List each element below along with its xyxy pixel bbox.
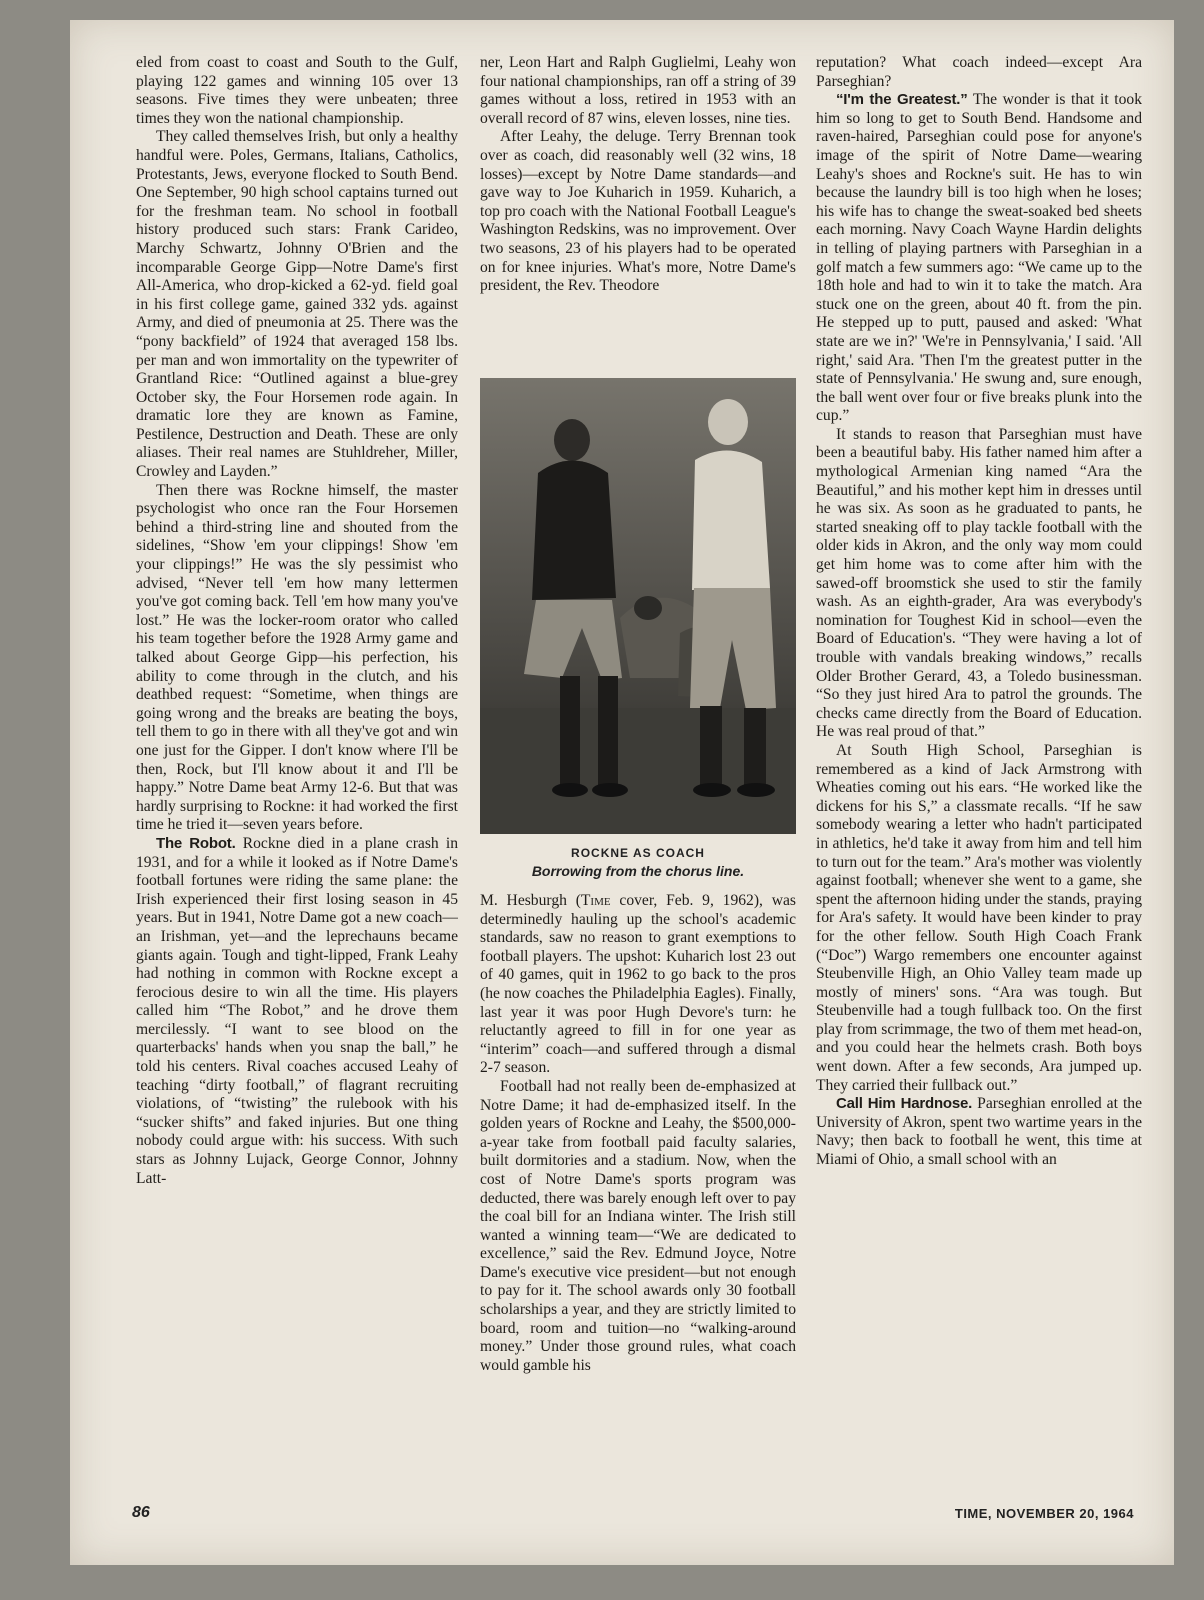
subhead-call-him-hardnose: Call Him Hardnose. [836,1095,973,1113]
photo-caption-text: Borrowing from the chorus line. [531,863,745,879]
paragraph: Football had not really been de-emphasized at Notre Dame; it had de-emphasized itself. In the golden years of Rockne and Leahy, the $500,000-a-year take from football paid faculty salaries, built dormitories and a stadium. Now, when the cost of Notre Dame's sports program was deducted, there was barely enough left over to pay the coal bill for an Indiana winter. The Irish still wanted a winning team—“We are dedicated to excellence,” said the Rev. Edmund Joyce, Notre Dame's executive vice president—but not enough to pay for it. The school awards only 30 football scholarships a year, and they are strictly limited to board, room and tuition—no “walking-around money.” Under those ground rules, what coach would gamble his [480,1077,796,1374]
paragraph: They called themselves Irish, but only a healthy handful were. Poles, Germans, Italians, Catholics, Protestants, Jews, everyone flocked to South Bend. One September, 90 high school captains turned out for the freshman team. No school in football history produced such stars: Frank Carideo, Marchy Schwartz, Johnny O'Brien and the incomparable George Gipp—Notre Dame's first All-America, who drop-kicked a 62-yd. field goal in his first college game, gained 332 yds. against Army, and died of pneumonia at 25. There was the “pony backfield” of 1924 that averaged 158 lbs. per man and won immortality on the typewriter of Grantland Rice: “Outlined against a blue-grey October sky, the Four Horsemen rode again. In dramatic lore they are known as Famine, Pestilence, Destruction and Death. These are only aliases. Their real names are Stuhldreher, Miller, Crowley and Layden.” [136,128,458,481]
photo-caption-title: ROCKNE AS COACH [571,846,705,860]
paragraph: After Leahy, the deluge. Terry Brennan took over as coach, did reasonably well (32 wins, 18 losses)—except by Notre Dame standards—and gave way to Joe Kuharich in 1959. Kuharich, a top pro coach with the National Football League's Washington Redskins, was no improvement. Over two seasons, 23 of his players had to be operated on for knee injuries. What's more, Notre Dame's president, the Rev. Theodore [480,128,796,295]
paragraph: M. Hesburgh (Time cover, Feb. 9, 1962), was determinedly hauling up the school's academic standards, saw no reason to grant exemptions to football players. The upshot: Kuharich lost 23 out of 40 games, quit in 1962 to go back to the pros (he now coaches the Philadelphia Eagles). Finally, last year it was poor Hugh Devore's turn: he reluctantly agreed to fill in for one year as “interim” coach—and suffered through a dismal 2-7 season. [480,892,796,1077]
paragraph: “I'm the Greatest.” The wonder is that it took him so long to get to South Bend. Handsome and raven-haired, Parseghian could pose for anyone's image of the spirit of Notre Dame—wearing Leahy's shoes and Rockne's suit. He has to win because the laundry bill is too high when he loses; his wife has to change the sweat-soaked bed sheets each morning. Navy Coach Wayne Hardin delights in telling of playing partners with Parseghian in a golf match a few summers ago: “We came up to the 18th hole and had to win it to take the match. Ara stuck one on the green, about 40 ft. from the pin. He stepped up to putt, paused and asked: 'What state are we in?' 'We're in Pennsylvania,' I said. 'All right,' said Ara. 'Then I'm the greatest putter in the state of Pennsylvania.' He swung and, sure enough, the ball went over four or five breaks plunk into the cup.” [816,91,1142,425]
article-column-2-top [480,54,796,384]
paragraph: The Robot. Rockne died in a plane crash in 1931, and for a while it looked as if Notre Dame's football fortunes were riding the same plane: the Irish experienced their first losing season in 45 years. But in 1941, Notre Dame got a new coach—an Irishman, yet—and the leprechauns became giants again. Tough and tight-lipped, Frank Leahy had nothing in common with Rockne except a ferocious desire to win all the time. His players called him “The Robot,” and he drove them mercilessly. “I want to see blood on the quarterbacks' hands when you snap the ball,” he told his centers. Rival coaches accused Leahy of teaching “dirty football,” of flagrant recruiting violations, of “twisting” the rulebook with his “sucker shifts” and faked injuries. But one thing nobody could argue with: his success. With such stars as Johnny Lujack, George Connor, Johnny Latt- [136,834,458,1187]
paragraph: eled from coast to coast and South to the Gulf, playing 122 games and winning 105 over 13 seasons. Five times they were unbeaten; three times they won the national championship. [136,54,458,127]
paragraph: Then there was Rockne himself, the master psychologist who once ran the Four Horsemen behind a third-string line and shouted from the sidelines, “Show 'em your clippings! Show 'em your clippings!” He was the sly pessimist who advised, “Never tell 'em how many lettermen you've got coming back. Tell 'em how many you've lost.” He was the locker-room orator who called his team together before the 1928 Army game and talked about George Gipp—his perfection, his ability to come through in the clutch, and his deathbed request: “Sometime, when things are going wrong and the breaks are beating the boys, tell them to go in there with all they've got and win one just for the Gipper. I don't know where I'll be then, Rock, but I'll know about it and I'll be happy.” Notre Dame beat Army 12-6. But that was hardly surprising to Rockne: it had worked the first time he tried it—seven years before. [136,481,458,834]
time-magazine-name: Time [580,892,611,909]
paragraph: ner, Leon Hart and Ralph Guglielmi, Leahy won four national championships, ran off a string of 39 games without a loss, retired in 1953 with an overall record of 87 wins, eleven losses, nine ties. [480,54,796,127]
subhead-the-robot: The Robot. [156,834,236,852]
paragraph: Call Him Hardnose. Parseghian enrolled at the University of Akron, spent two wartime years in the Navy; then back to football he went, this time at Miami of Ohio, a small school with an [816,1095,1142,1169]
article-column-3 [816,54,1142,1494]
page-number: 86 [132,1504,150,1521]
rockne-photo [480,378,796,834]
article-column-2-bottom [480,892,796,1494]
article-column-1 [136,54,458,1494]
page-footer: TIME, NOVEMBER 20, 1964 [954,1506,1134,1521]
rockne-photo-illustration [480,378,796,834]
paragraph: At South High School, Parseghian is remembered as a kind of Jack Armstrong with Wheaties coming out his ears. “He worked like the dickens for his S,” a classmate recalls. “If he saw somebody wearing a letter who hadn't participated in athletics, he'd take it away from him and tell him to turn out for the team.” Ara's mother was violently against football; whenever she went to a game, she spent the afternoon hiding under the stands, praying for Ara's safety. It would have been kinder to pray for the other fellow. South High Coach Frank (“Doc”) Wargo remembers one encounter against Steubenville High, an Ohio Valley team made up mostly of miners' sons. “Ara was tough. But Steubenville had a tough fullback too. On the first play from scrimmage, the two of them met head-on, and you could hear the helmets crash. Both boys went down. After a few seconds, Ara jumped up. They carried their fullback out.” [816,741,1142,1094]
subhead-im-the-greatest: “I'm the Greatest.” [836,91,968,109]
paragraph: reputation? What coach indeed—except Ara Parseghian? [816,54,1142,90]
magazine-page [70,20,1174,1565]
paragraph: It stands to reason that Parseghian must have been a beautiful baby. His father named him after a mythological Armenian king named “Ara the Beautiful,” and his mother kept him in dresses until he was six. As soon as he graduated to pants, he started sneaking off to play tackle football with the older kids in Akron, and the only way mom could get him home was to come after him with the sawed-off broomstick she used to stir the family wash. As an eighth-grader, Ara was everybody's nomination for Toughest Kid in school—even the Board of Education's. “They were having a lot of trouble with vandals breaking windows,” recalls Older Brother Gerard, 43, a Toledo businessman. “So they just hired Ara to patrol the grounds. The checks came directly from the Board of Education. He was real proud of that.” [816,425,1142,741]
